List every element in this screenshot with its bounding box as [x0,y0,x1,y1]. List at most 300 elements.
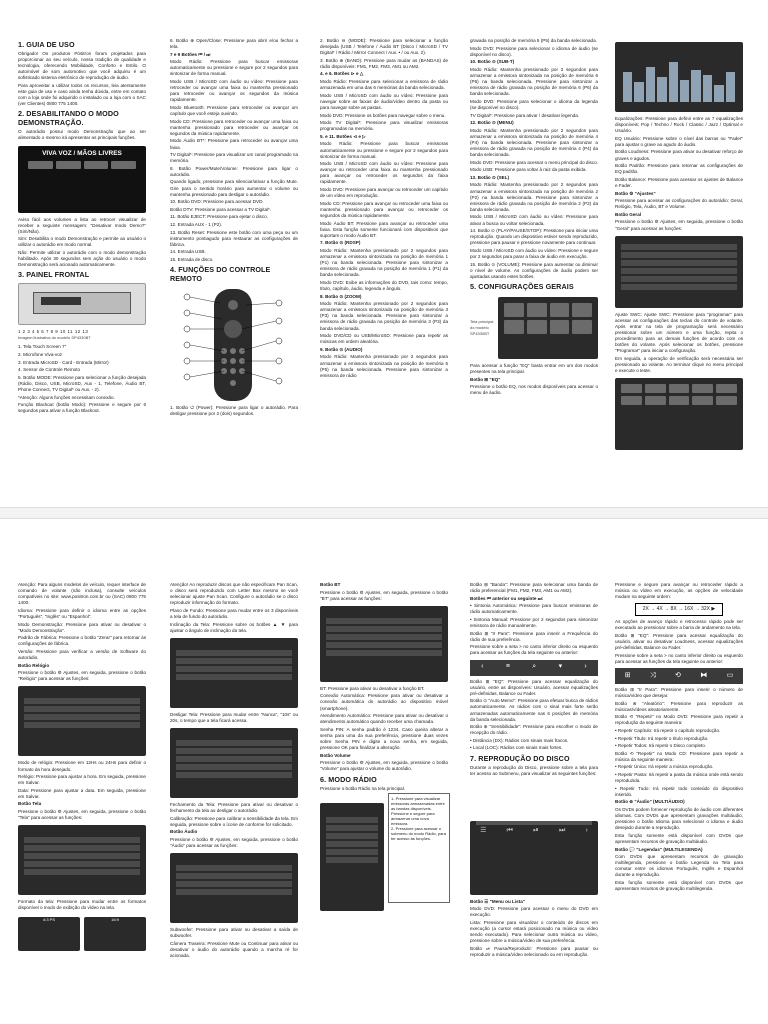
heading-demo: 2. DESABILITANDO O MODO DEMONSTRAÇÃO. [18,109,119,128]
paragraph: Modo Rádio: Pressione para buscar emissoras automaticamente ou pressione e segure por 2 segundos para sintonizar de forma manual. [320,141,448,159]
tile [111,161,136,169]
settings-row [326,618,442,624]
paragraph: Botão ⊞ "EQ" [470,376,501,382]
paragraph: 2. Botão ⊖ (MODE): Pressione para selecionar a função desejada (USB / Telefone / Áudio BT (Disco / MicroSD / TV Digital* / Rádio / Mirror Connect / Aux. • / ou Aux. 2). [320,38,448,56]
list-item: 2. Microfone Viva-voz [18,352,63,358]
paragraph: As opções de avanço rápido e retrocesso rápido pode ser executado ao pressionar sobre a barra de andamento na tela. [615,619,743,631]
paragraph: Esta função somente está disponível com DVDs que apresentam recursos de gravação multilegenda. [615,880,743,892]
radio-callout [388,793,450,903]
prev-arrow-icon: ‹ [481,663,484,671]
settings-row [24,869,140,875]
paragraph: Data: Pressione para ajustar a data. Em seguida, pressione em Salvar. [18,787,146,799]
demo-banner-text: VIVA VOZ / MÃOS LIVRES [42,149,122,157]
eq-bar [714,85,723,103]
screen-off-screen [170,728,298,798]
panel-callout-numbers: 1 2 3 4 5 6 7 8 9 10 11 12 13 [18,329,89,335]
paragraph: Os DVDs podem fornecer reprodução de áudio com diferentes idiomas. Com DVDs que apresentam gravações multiáudio, pressione o botão Idioma para selecionar o idioma e áudio desejado durante a reprodução. [615,807,743,831]
paragraph: TV Digital*: Pressione para ativar / desativar legenda. [470,112,580,118]
column-2 [170,38,298,419]
paragraph: gravada na posição de memória 5 (P5) da banda selecionada. [470,38,597,43]
settings-row [176,740,292,746]
paragraph: Ajuste SWC: Ajuste SWC: Pressione para "programar" para acessar as configurações das teclas do controle de volante. Após entrar na tela de programação será necessário pressionar sobre um número e uma função, repita o procedimento para as demais funções de acordo com os botões do volante. Após selecionar os botões, pressione "Programar" para iniciar a configuração. [615,311,743,354]
settings-row [326,642,442,648]
ratio-label: 4:3 PS [42,916,55,922]
paragraph: Pressione o botão ⚙ Ajustes, em seguida, pressione o botão "Tela" para acessar as funções: [18,809,146,821]
paragraph: Calibração: Pressione para calibrar a sensibilidade da tela. Em seguida, pressione sobre o ícone de conforme for solicitado. [170,815,298,827]
paragraph: Desligar Tela: Pressione para mudar entre "Nunca", "10s" ou 20s, o tempo que a tela ficará acessa. [170,711,298,723]
eq-bar [691,70,700,103]
settings-row [176,873,292,879]
repeat-icon: ⟲ [674,671,681,679]
tile [716,384,737,393]
eq-bars [615,42,743,108]
clock-rows [18,686,146,728]
paragraph: Modo Rádio: Mantenha pressionado por 2 segundos para armazenar a emissora sintonizada na posição de memória 1 (P1) na banda selecionada. Pressione para sintonizar a emissora de rádio gravada na posição de memória 1 (P1) da banda selecionada. [320,247,448,278]
paragraph: Botão DTV: Pressione para acessar a TV Digital*. [170,206,272,212]
panel-caption: Imagem ilustrativa do modelo SP4330BT [18,335,91,341]
ratio-4-3-ps [18,917,80,951]
paragraph: Atenção: Para alguns modelos de veículo, requer interface de comando de volante (não inclusa), consulte veículos compatíveis no site: www.positron.com.br ou (SAC) 0800 775 1400. [18,582,146,606]
paragraph: Equalizações: Pressione para definir entre as 7 equalizações disponíveis: Pop / Techno / Rock / Classic / Jazz / Optimal e Usuário. [615,116,743,134]
paragraph: Modo Rádio: Pressione para buscar emissoras automaticamente ou pressione e segure por 2 segundos para sintonizar de forma manual. [170,59,298,77]
paragraph: • Sintonia Manual: Pressione por 2 segundos para sintonizar emissora de rádio manualmente. [470,616,598,629]
paragraph: Pressione o botão ⚙ Ajustes, em seguida, pressione o botão "Áudio" para acessar as funções: [170,836,298,848]
paragraph: Modo CD: Pressione para avançar ou retroceder uma faixa ou mantenha pressionado para avançar ou retroceder os segundos da música rapidamente. [320,200,448,218]
paragraph: 10. Botão ⊙ (SUB-T) [470,59,515,65]
list-item: 3. Entrada MicroSD - Card - Entrada (Mirror) [18,359,109,365]
paragraph: Botão ⊞ "Banda": Pressione para selecionar uma banda de rádio preferencial (FM1, FM2, FM3, AM1 ou AM2). [470,582,598,594]
ratio-label: 16:9 [111,916,119,922]
eq-bar [634,82,643,102]
screen-settings-screen [18,825,146,895]
paragraph: Botão ⊕ "Sensibilidade": Pressione para escolher o modo de recepção do rádio. [470,724,598,736]
paragraph: 15. Botão ⊙ (VOLUME): Pressione para aumentar ou diminuir o nível de volume. As configurações de áudio podem ser ajustadas usando estes botões. [470,261,598,279]
tile [645,384,666,393]
screen-rows [18,825,146,875]
settings-row [176,748,292,754]
settings-row [24,861,140,867]
next-arrow-icon: › [584,663,587,671]
paragraph: Botão ⟲ "Repetir" no Modo CD: Pressione para repetir a música da seguinte maneira: [615,750,743,762]
settings-row [176,666,292,672]
paragraph: Botão ⚙ "Ajustes" [615,190,656,196]
tile [550,320,570,334]
paragraph: Em seguida, a operação de verificação será necessária ser pressionado ao volante. Ao terminar clique no menu principal e execute o teste. [615,355,743,373]
menu-icon: ☰ [480,826,487,834]
paragraph: Modo Rádio: Pressione para selecionar a emissora de rádio armazenada em uma das 6 memórias da banda selecionada. [320,79,448,91]
list-item: 5. Botão MODE: Pressione para selecionar a função desejada (Rádio, Disco, USB, MicroSD, Aux - 1, Telefone, Áudio BT, Phone Connect, TV Digital* ou Aux. - 2). [18,374,146,393]
paragraph: 3. Botão ⊕ (BAND): Pressione para mudar as (BANDAS) de rádio disponíveis: FM1, FM2, FM3, AM1 ou AM2. [320,57,448,69]
paragraph: Padrão de Fábrica: Pressione o botão "Zerar" para retornar às configurações de fábrica. [18,635,146,647]
tile [716,396,737,405]
tile [645,396,666,405]
paragraph: 12. Botão ⊙ (MENU) [470,120,514,126]
column-b5 [615,582,743,894]
paragraph: Botão Geral [615,211,642,217]
paragraph: Atenção! Ao reproduzir discos que não especificam Pan Scan, o disco será reproduzido com Letter Box mesmo se você selecionar ajuste Pan Scan. Configure o autorádio se o disco reproduzir informação do formato. [170,582,298,606]
radio-screen-figure [320,793,448,913]
paragraph: Botões ⏮ anterior ou seguinte ⏭: [470,595,544,601]
paragraph: Aviso fácil aos volumes a lista ao retrocer visualizar de receber a seguinte mensagem: "Desativar modo Demo?" (Sim/Não). [18,216,146,234]
audio-settings-screen [170,853,298,923]
swc-screen-image [615,378,743,450]
paragraph: Modo de relógio: Pressione em 12Hs ou 24Hs para definir o formato da hora desejado. [18,760,146,772]
paragraph: Modo DVD: Pressione para selecionar o idioma da legenda (se disponível no disco). [470,98,598,110]
paragraph: Versão: Pressione para verificar a versão de Software do autorádio. [18,648,146,661]
paragraph: Botão ⊚ "Áudio" (MULTIÁUDIO) [615,799,685,805]
paragraph: Obrigado! Os produtos Pósitron foram projetados para proporcionar ao seu veículo, nossa tradição de qualidade e tecnologia, oferecendo Mobilidade, Conforto e Estilo. O automóvel de som automotivo que você adquiriu é um sofisticado sistema eletrônico de reprodução de áudio. [18,51,146,81]
settings-rows [615,236,743,290]
column-1 [18,38,146,416]
list-item: 4. Sensor de Controle Remoto [18,367,81,373]
paragraph: Modo USB: Pressione para voltar à raiz da pasta exibida. [470,167,587,173]
more-icon: › [585,826,588,834]
preset-row [326,857,378,863]
shuffle-icon: ⤨ [649,671,656,679]
front-panel-image [18,283,146,325]
callout-text-3: 2- Pressione para acessar o submenu do modo Rádio, para ter acesso às funções. [391,826,446,842]
paragraph: Pressione sobre a seta > no canto inferior direito ou esquerdo para acessar as funções da tela seguinte ou anterior: [615,652,743,664]
paragraph: Botão ⏯ Pausa/Reproduzir: Pressione para pausar ou reproduzir a música/vídeo selecionado ou em reprodução. [470,945,598,957]
eq-bar [680,80,689,103]
paragraph: Relógio: Pressione para ajustar a hora. Em seguida, pressione em Salvar. [18,774,146,786]
tile [84,161,109,169]
settings-row [621,268,737,274]
settings-row [621,252,737,258]
paragraph: BT: Pressione para ativar ou desativar a função BT. [320,685,425,691]
ratio-16-9 [84,917,146,951]
settings-row [24,714,140,720]
list-item: Função Blackout (botão Modo): Pressione e segure por 6 segundos para ativar a função Blackout. [18,402,146,414]
demo-icons [18,157,146,173]
settings-row [621,284,737,290]
paragraph: Modo USB / MicroSD com áudio ou vídeo: Pressione para retroceder ou avançar uma faixa ou mantenha pressionado para retroceder ou avançar os segundos da música rapidamente. [170,79,298,103]
paragraph: 4. e 6. Botões ⊳ e △ [320,71,364,77]
settings-row [24,853,140,859]
paragraph: Botão Balance: Pressione para acessar os ajustes de Balance e Fader. [615,176,743,188]
paragraph: 1. Botão ⏻ (Power): Pressione para ligar o autorádio. Para desligar pressione por 2 (dois) segundos. [170,405,298,417]
screen-off-rows [170,728,298,778]
paragraph: Modo USB / MicroSD com áudio ou vídeo: Pressione para navegar sobre as faixas de áudio/vídeo dentro da pasta ou para navegar sobre as pastas. [320,92,448,110]
heading-controle: 4. FUNÇÕES DO CONTROLE REMOTO [170,265,271,284]
paragraph: • Repetir Pasta: Irá repetir a pasta da música onde está sendo reproduzida. [615,772,743,784]
column-3 [320,38,448,380]
paragraph: Modo DVD: Pressione para acessar o menu principal do disco. [470,159,598,165]
settings-row [176,772,292,778]
preset-row [326,825,378,831]
paragraph: • Sintonia Automática: Pressione para buscar emissoras de rádio automaticamente. [470,603,598,615]
column-b2 [170,582,298,961]
paragraph: Botão Loudness: Pressione para ativar ou desativar reforço de graves e agudos. [615,149,743,161]
eq-bar [703,75,712,103]
main-screen-figure [470,293,598,363]
heading-disco: 7. REPRODUÇÃO DO DISCO [470,753,570,763]
paragraph: Plano de Fundo: Pressione para mudar entre os 3 disponíveis a tela de fundo do autorádio. [170,607,298,619]
tile [527,303,547,317]
paragraph: Conexão Automática: Pressione para ativar ou desativar a conexão automática do autorádio ao dispositivo móvel (smartphone). [320,693,448,711]
search-icon: ⌕ [532,663,537,671]
paragraph: Lista: Pressione para visualizar o conteúdo de discos em execução (a cursor estará posicionado na música ou vídeo sendo executado). Para selecionar outra música ou vídeo, pressione sobre a música/vídeo de sua preferência. [470,920,598,944]
progress-bar [476,821,592,825]
paragraph: Não: Permite utilizar o autorádio com o modo demonstração habilitado. Após 30 segundos sem ação do usuário o modo Demonstração será acionado automaticamente. [18,250,146,268]
tilt-rows [170,638,298,680]
paragraph: • Repetir Tudo: Irá repetir todo conteúdo do dispositivo inserido. [615,785,743,797]
eq-bar [669,62,678,102]
tile [28,161,53,169]
paragraph: Modo Rádio: Mantenha pressionado por 2 segundos para armazenar a emissora sintonizada na posição de memória 2 (P2) na banda selecionada. Pressione para sintonizar a emissora de rádio gravada na posição de memória 2 (P2) da banda selecionada. [470,182,598,212]
paragraph: Inclinação da Tela: Pressione sobre os botões ▲ ▼ para ajustar o ângulo de inclinação da tela. [170,621,298,633]
preset-row [326,833,378,839]
paragraph: Botão ⟲ "Repetir" no Modo DVD: Pressione para repetir a reprodução da seguinte maneira: [615,714,743,726]
paragraph: Botão Tela [18,801,42,807]
subtitle-icon: ▭ [726,671,734,679]
manual-page-back [0,512,768,1024]
paragraph: Modo Rádio: Mantenha pressionado por 2 segundos para armazenar a emissora sintonizada na posição de memória 3 (P3) na banda selecionada. Pressione para sintonizar a emissora de rádio gravada na posição de memória 3 (P3) da banda selecionada. [320,301,448,331]
paragraph: 14. Entrada USB. [170,249,206,255]
paragraph: Formato da tela: Pressione para mudar entre os formatos disponível o modo de exibição do vídeo na tela. [18,899,146,911]
paragraph: 15. Entrada de disco. [170,257,214,262]
speed-sequence-box: 2X → 4X → 8X → 16X → 32X ▶ [635,603,723,616]
paragraph: Modo DVD: Pressione para selecionar o idioma de áudio (se disponível no disco). [470,45,598,57]
paragraph: Pressione o botão EQ, nos modos disponíveis para acessar o menu de áudio. [470,384,598,396]
paragraph: 5. e 11. Botões ⊲ e ▷ [320,133,366,139]
settings-row [326,634,442,640]
disc-submenu-bar [615,668,743,684]
paragraph: 14. Botão ⊙ (PLAY/PAUSE/STOP): Pressione para iniciar uma reprodução. Quando um dispositivo estiver sendo reproduzido, pressione para pausar e pressione novamente para continuar. [470,228,598,246]
paragraph: Esta função somente está disponível com DVDs que apresentam recursos de gravação multiáudio. [615,832,743,844]
audio-icon: ⧓ [700,671,708,679]
paragraph: Modo DVD: Exibe as informações do DVD, tais como: tempo, título, capítulo, áudio, legenda e ângulo. [320,279,448,291]
paragraph: Modo Demonstração: Pressione para ativar ou desativar o "Modo Demonstração". [18,621,146,633]
paragraph: Botão ⊞ "Ir Para": Pressione para inserir o número de música/vídeo que desejar. [615,686,743,699]
remote-control-drawing [170,285,298,405]
disc-playback-screen [470,821,598,895]
paragraph: 9. Botão ⊙ (AUDIO) [320,346,363,352]
paragraph: Pressione o botão ⚙ Ajustes, em seguida, pressione o botão "Relógio" para acessar as funções: [18,670,146,682]
paragraph: • Repetir Título: Irá repetir o título reprodução. [615,735,709,741]
paragraph: Botão Volume [320,752,351,758]
tile [621,396,642,405]
paragraph: Pressione o botão ⚙ Ajustes, em seguida, pressione o botão "Volume" para ajustar o volume do autorádio. [320,760,448,772]
paragraph: 12. Entrada AUX - 1 (P2). [170,222,223,228]
column-5 [615,38,743,454]
main-screen-caption: Tela principal do modelo SP4330BT [470,318,494,336]
settings-row [176,881,292,887]
paragraph: Quando ligado, pressione para silenciar/ativar a função Mute. Gire para o sentido horário para aumentar o volume ou mantenha pressionado para desligar o autorádio. [170,179,298,197]
signal-icon: ▾ [558,663,563,671]
paragraph: Modo USB / MicroSD com áudio ou vídeo: Pressione e segure por 2 segundos para parar a faixa de áudio em execução. [470,247,598,259]
paragraph: Modo Áudio BT: Pressione para avançar ou retroceder uma faixa. Esta função somente funcionará com dispositivos que suportam o modo Áudio BT. [320,220,448,238]
audio-rows [170,853,298,895]
tile [692,396,713,405]
paragraph: Modo TV Digital*: Pressione para visualizar emissoras programadas na memória. [320,120,448,132]
heading-guia: 1. GUIA DE USO [18,40,75,49]
paragraph: Câmera Traseira: Pressione Mute ou Continuar para ativar ou desativar o áudio do autorádio quando a marcha ré for acionada. [170,940,298,958]
preset-row [326,849,378,855]
panel-screen [41,297,81,305]
paragraph: EQ Usuário: Pressione sobre o nível das barras ou "Fader" para ajustar o grave ao agudo do áudio. [615,135,743,147]
paragraph: • Distância (DX): Rádios com sinais mais fracos. [470,737,569,743]
paragraph: TV Digital*: Pressione para visualizar um canal programado na memória. [170,152,298,164]
paragraph: Fechamento da Tela: Pressione para ativar ou desativar o fechamento da tela ao desligar o autorádio. [170,801,298,814]
paragraph: 13. Botão Reset: Pressione este botão com uma peça ou um instrumento pontiagudo para restaurar as configurações de fábrica. [170,229,298,247]
demo-screen-image [18,146,146,213]
paragraph: Modo USB / MicroSD com áudio ou vídeo: Pressione para ativar a busca ou voltar selecionada. [470,214,598,226]
paragraph: Pressione o botão ⚙ Ajustes, em seguida, pressione o botão "BT" para acessar as funções: [320,589,448,601]
settings-row [176,658,292,664]
paragraph: Modo DVD: Pressione os botões para navegar sobre o menu. [320,112,446,118]
tile [56,161,81,169]
paragraph: Para acessar a função "EQ" basta entrar em um dos modos presentes na tela principal. [470,362,598,374]
paragraph: Modo Rádio: Mantenha pressionado por 2 segundos para armazenar a emissora sintonizada na posição de memória 5 (P5) na banda selecionada. Pressione para sintonizar a emissora de rádio [320,354,448,378]
eq-screen-image [615,42,743,112]
paragraph: Botão ☰ "Menu ou Lista" [470,898,525,904]
settings-row [176,865,292,871]
heading-config: 5. CONFIGURAÇÕES GERAIS [470,281,574,291]
paragraph: O autorádio possui modo Demonstração que ao ser alimentado o mesmo irá apresentar as principais funções. [18,129,146,141]
tile [621,384,642,393]
radio-screen-image [320,803,384,911]
paragraph: Modo DVD: Pressione para acessar o menu do DVD em execução. [470,906,598,918]
paragraph: Botão Padrão: Pressione para retornar as configurações de EQ padrão. [615,163,743,175]
paragraph: 13. Botão ⊙ (SEL) [470,174,510,180]
paragraph: Modo DVD/CD ou USB/MicroSD: Pressione para repetir as músicas em ordem aleatória. [320,333,448,345]
paragraph: Botão ⊙ "Auto Memo": Pressione para efetuar busca de rádios automaticamente. As rádios com o sinal mais forte serão armazenadas automaticamente nas 6 posições de memória da banda selecionada. [470,698,598,722]
paragraph: Botão ⊞ "Ir Para": Pressione para inserir a Frequência do rádio de sua preferência. [470,630,598,642]
settings-row [176,650,292,656]
paragraph: • Repetir Única: Irá repetir a música reprodução. [615,764,714,770]
goto-icon: ⊞ [624,671,631,679]
paragraph: Modo Bluetooth: Pressione para retroceder ou avançar um capítulo que você esteja ouvindo. [170,104,298,117]
clock-settings-screen [18,686,146,756]
bt-settings-screen [320,606,448,682]
paragraph: Botão ⊞ "EQ": Pressione para acessar equalização do usuário, ativar ou desativar Loudness, acessar equalizações pré-definidas, Balance ou Fader. [615,632,743,651]
tile [572,320,592,334]
paragraph: 11. Botão EJECT: Pressione para ejetar o disco. [170,214,268,220]
settings-row [24,706,140,712]
settings-row [176,674,292,680]
paragraph: Botão ⊞ "EQ": Pressione para acessar equalização do usuário, entre as disponíveis: Usuário, acessar equalizações pré-definidas, Balance ou Fader. [470,678,598,696]
paragraph: Idioma: Pressione para definir o idioma entre as opções "Português", "Inglês" ou "Espanhol". [18,607,146,619]
tile [669,396,690,405]
paragraph: Modo Áudio BT*: Pressione para retroceder ou avançar uma faixa. [170,138,298,150]
settings-row [621,260,737,266]
paragraph: Botão BT [320,582,341,587]
column-b1 [18,582,146,955]
settings-row [176,889,292,895]
column-b3 [320,582,448,913]
paragraph: 10. Botão DVD: Pressione para acessar DVD. [170,199,264,205]
play-pause-icon: ⏯ [533,826,539,834]
eq-bar [623,72,632,102]
paragraph: Modo DVD: Pressione para avançar ou retroceder um capítulo de um vídeo em reprodução. [320,187,448,199]
aspect-ratio-figures [18,913,146,955]
preset-row [326,817,378,823]
paragraph: Subwoofer: Pressione para ativar ou desativar a saída de subwoofer. [170,927,298,939]
paragraph: Botão 💬 "Legendas" (MULTILEGENDA) [615,846,703,852]
settings-row [621,244,737,250]
paragraph: 8. Botão ⊙ (ZOOM) [320,293,362,299]
paragraph: Pressione e segure para avançar ou retroceder rápido a música ou vídeo em execução, as opções de velocidade mudam na seguinte ordem: [615,582,743,600]
tile [527,320,547,334]
radio-submenu-bar [470,660,598,676]
paragraph: 6. Botão ⊕ Open/Close: Pressione para abrir e/ou fechar a tela. [170,38,298,50]
eq-bar [646,67,655,102]
settings-row [24,722,140,728]
main-screen-icons [498,297,598,340]
list-item: *Atenção: Alguns funções necessitam conexão. [18,394,115,400]
paragraph: 7. Botão ⊙ (RDSP) [320,240,361,246]
preset-row [326,841,378,847]
callout-text-1: 1- Pressione para visualizar emissoras armazenadas entre as bandas disponíveis. [391,796,445,812]
general-settings-screen [615,236,743,308]
paragraph: Para aproveitar a utilizar todos os recursos, leia atentamente este guia de uso e caso ainda tenha dúvida, entre em contato com a loja onde foi adquirido o instalado ou a loja com o SAC (ver Clientes) 0800 775 1400. [18,82,146,107]
bt-rows [320,606,448,656]
settings-row [621,276,737,282]
playback-controls [470,828,598,834]
remote-control-figure [170,285,298,405]
prev-icon: ⏮ [506,826,513,834]
column-4 [470,38,598,398]
settings-row [24,837,140,843]
paragraph: Pressione o botão Rádio na tela principal. [320,785,406,791]
tile [572,303,592,317]
main-screen-image [498,297,598,359]
tilt-screen [170,638,298,708]
settings-row [326,650,442,656]
tile [550,303,570,317]
heading-radio: 6. MODO RÁDIO [320,774,377,784]
tile [504,320,524,334]
eq-bar [657,77,666,102]
paragraph: Botão ⊗ "Aleatório": Pressione para reproduzir as músicas/vídeos aleatoriamente. [615,700,743,712]
paragraph: Modo USB / MicroSD com áudio ou vídeo: Pressione para avançar ou retroceder uma faixa ou mantenha pressionado para avançar ou retroceder os segundos da faixa rapidamente. [320,161,448,185]
paragraph: Botão Áudio [170,829,198,835]
settings-row [176,764,292,770]
paragraph: Modo Rádio: Mantenha pressionado por 2 segundos para armazenar a emissora sintonizada na posição de memória 6 (P6) na banda selecionada. Pressione para sintonizar a emissora de rádio gravada na posição de memória 6 (P6) da banda selecionada. [470,66,598,97]
settings-row [326,626,442,632]
paragraph: Sim: Desabilita o modo Demonstração e permite ao usuário o utilizar o autorádio em modo normal. [18,236,146,248]
paragraph: 8. Botão Power/Mute/Volume: Pressione para ligar o autorádio. [170,165,298,177]
settings-row [176,756,292,762]
paragraph: Durante a reprodução do Disco, pressione sobre a tela para ter acesso ao Submenu, para visualizar as seguintes funções: [470,764,598,776]
paragraph: • Local (LOC): Rádios com sinais mais fortes. [470,745,563,751]
paragraph: Atendimento Automático: Pressione para ativar ou desativar o atendimento automático quando receber uma chamada. [320,713,448,725]
paragraph: Senha PIN: A senha padrão é 1234. Caso queira alterar a senha para uma da sua preferência, pressione duas vezes sobre Senha PIN e digite a nova senha, em seguida, pressione OK para finalizar a alteração. [320,726,448,751]
swc-keys [615,378,743,411]
list-item: 1. Tela Touch Screen 7" [18,344,67,350]
paragraph: • Repetir Todos: Irá repetir o Disco completo. [615,743,707,749]
heading-painel: 3. PAINEL FRONTAL [18,270,90,280]
paragraph: • Repetir Capítulo: Irá repetir o capítulo reprodução. [615,728,721,733]
paragraph: Modo CD: Pressione para retroceder ou avançar uma faixa ou mantenha pressionado para retroceder ou avançar os segundos da música rapidamente. [170,118,298,136]
paragraph: Pressione sobre a seta > no canto inferior direito ou esquerdo para acessar as funções da tela seguinte ou anterior: [470,644,598,656]
paragraph: Modo Rádio: Mantenha pressionado por 2 segundos para armazenar a emissora sintonizada na posição de memória 4 (P4) na banda selecionada. Pressione para sintonizar a emissora de rádio gravada na posição de memória 4 (P4) da banda selecionada. [470,127,598,158]
next-icon: ⏭ [558,826,566,834]
tile [669,384,690,393]
radio-presets [320,803,384,863]
settings-row [24,698,140,704]
paragraph: Pressione o botão ⚙ Ajustes, em seguida, pressione o botão "Geral" para acessar as funções: [615,219,743,231]
paragraph: 7 e 9 Botões ⏮ / ⏭ [170,51,211,57]
paragraph: Pressione para acessar as configurações do autorádio: Geral, Relógio, Tela, Áudio, BT e Volume. [615,198,743,210]
eq-icon: ≡ [505,663,510,671]
column-b4 [470,582,598,960]
paragraph: Com DVDs que apresentam recursos de gravação multilegenda, pressione o botão Legenda na Tela para comutar entre os idiomas Português, Inglês e Espanhol durante a reprodução. [615,854,743,878]
tile [692,384,713,393]
paragraph: Botão Relógio [18,662,50,668]
eq-bar [726,72,735,102]
